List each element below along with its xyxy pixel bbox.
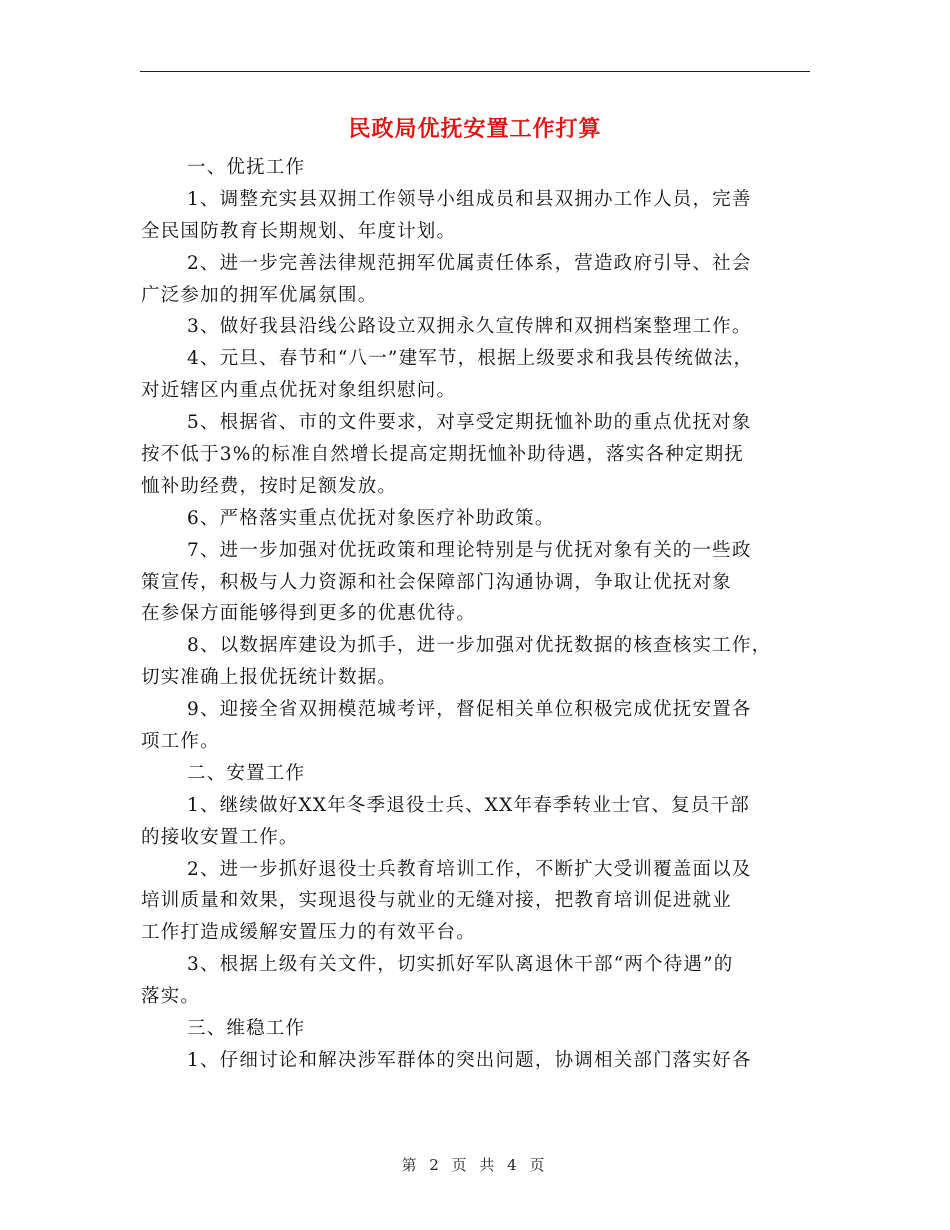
text-line: 9、迎接全省双拥模范城考评，督促相关单位积极完成优抚安置各 bbox=[187, 699, 752, 721]
text-line: 2、进一步抓好退役士兵教育培训工作，不断扩大受训覆盖面以及 bbox=[187, 858, 752, 880]
text-line: 对近辖区内重点优抚对象组织慰问。 bbox=[141, 380, 457, 402]
text-line: 三、维稳工作 bbox=[187, 1018, 306, 1040]
text-line: 广泛参加的拥军优属氛围。 bbox=[141, 284, 378, 306]
text-line: 2、进一步完善法律规范拥军优属责任体系，营造政府引导、社会 bbox=[187, 252, 752, 274]
text-line: 恤补助经费，按时足额发放。 bbox=[141, 475, 398, 497]
text-line: 1、仔细讨论和解决涉军群体的突出问题，协调相关部门落实好各 bbox=[187, 1049, 752, 1071]
text-line: 二、安置工作 bbox=[187, 762, 306, 784]
text-line: 6、严格落实重点优抚对象医疗补助政策。 bbox=[187, 507, 555, 529]
text-line: 5、根据省、市的文件要求，对享受定期抚恤补助的重点优抚对象 bbox=[187, 412, 752, 434]
text-line: 工作打造成缓解安置压力的有效平台。 bbox=[141, 922, 476, 944]
text-line: 4、元旦、春节和“八一”建军节，根据上级要求和我县传统做法， bbox=[187, 348, 754, 370]
text-line: 8、以数据库建设为抓手，进一步加强对优抚数据的核查核实工作， bbox=[187, 635, 772, 657]
text-line: 全民国防教育长期规划、年度计划。 bbox=[141, 220, 457, 242]
text-line: 培训质量和效果，实现退役与就业的无缝对接，把教育培训促进就业 bbox=[141, 890, 733, 912]
text-line: 切实准确上报优抚统计数据。 bbox=[141, 667, 398, 689]
text-line: 按不低于3%的标准自然增长提高定期抚恤补助待遇，落实各种定期抚 bbox=[141, 444, 745, 466]
text-line: 7、进一步加强对优抚政策和理论特别是与优抚对象有关的一些政 bbox=[187, 539, 752, 561]
text-line: 的接收安置工作。 bbox=[141, 826, 299, 848]
text-line: 1、调整充实县双拥工作领导小组成员和县双拥办工作人员，完善 bbox=[187, 188, 752, 210]
text-line: 3、根据上级有关文件，切实抓好军队离退休干部“两个待遇”的 bbox=[187, 954, 734, 976]
page-footer: 第 2 页 共 4 页 bbox=[401, 1156, 549, 1174]
text-line: 3、做好我县沿线公路设立双拥永久宣传牌和双拥档案整理工作。 bbox=[187, 316, 752, 338]
document-body bbox=[141, 152, 811, 1077]
text-line: 项工作。 bbox=[141, 731, 220, 753]
text-line: 在参保方面能够得到更多的优惠优待。 bbox=[141, 603, 476, 625]
document-title: 民政局优抚安置工作打算 bbox=[348, 116, 602, 142]
text-line: 1、继续做好XX年冬季退役士兵、XX年春季转业士官、复员干部 bbox=[187, 794, 750, 816]
text-line: 落实。 bbox=[141, 986, 201, 1008]
text-line: 一、优抚工作 bbox=[187, 157, 306, 178]
text-line: 策宣传，积极与人力资源和社会保障部门沟通协调，争取让优抚对象 bbox=[141, 571, 733, 593]
header-rule bbox=[140, 71, 810, 72]
